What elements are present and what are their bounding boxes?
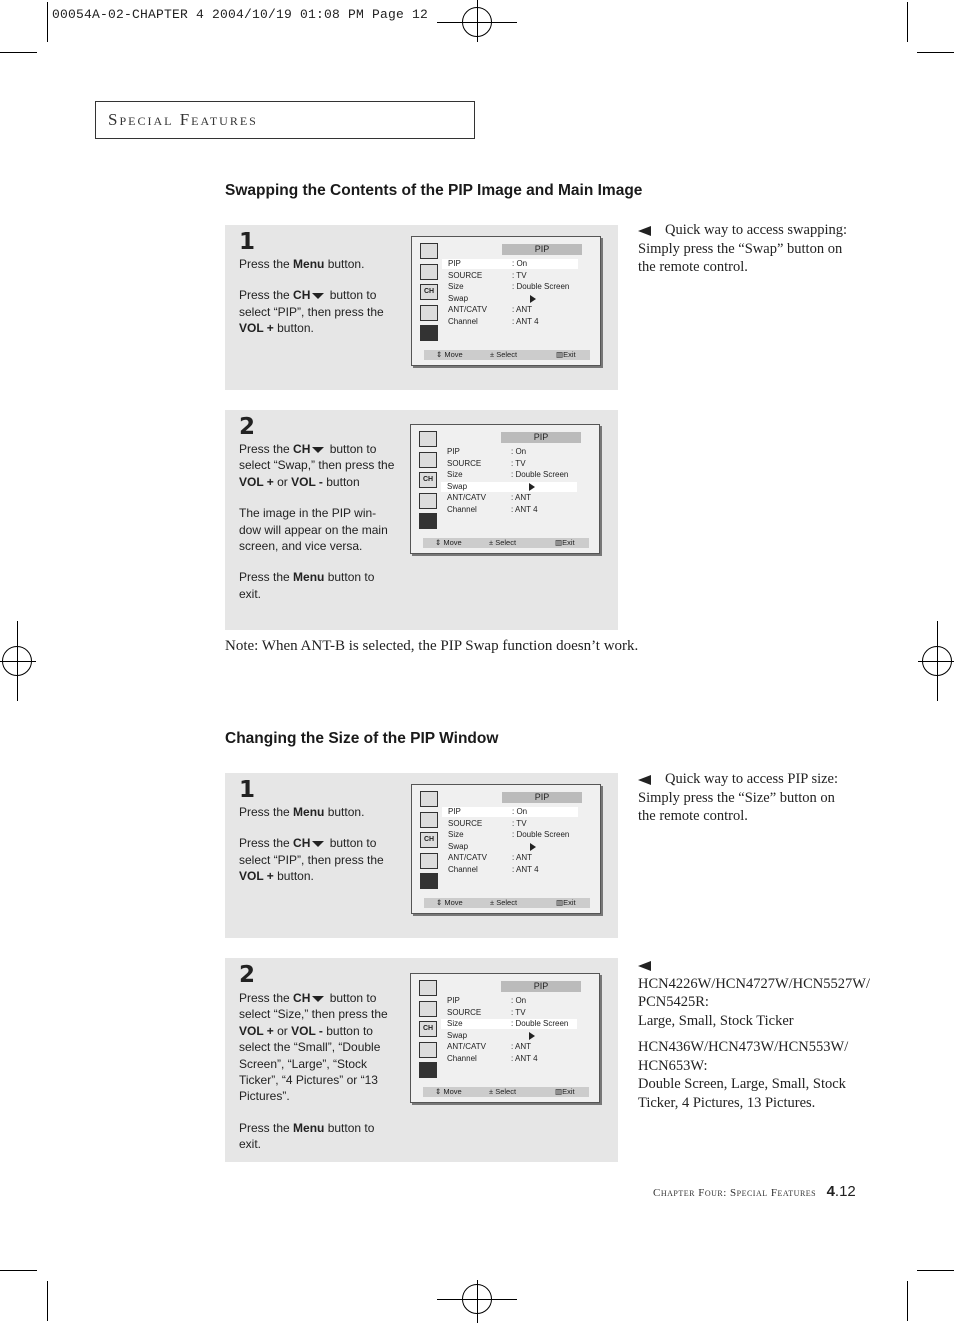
osd-row bbox=[442, 865, 578, 875]
note-ant-b: Note: When ANT-B is selected, the PIP Swap function doesn’t work. bbox=[225, 638, 639, 654]
menu-icon-column bbox=[419, 980, 437, 1083]
osd-row-label: Size bbox=[447, 1019, 463, 1029]
osd-row-value: : ANT bbox=[511, 1042, 532, 1052]
osd-row bbox=[442, 830, 578, 840]
setup-icon bbox=[419, 1042, 437, 1058]
osd-row-value: : On bbox=[511, 996, 527, 1005]
exit-icon: ▥ bbox=[555, 1087, 563, 1096]
osd-row bbox=[441, 482, 577, 492]
step-paragraph: Press the Menu button. bbox=[239, 257, 365, 271]
osd-row-label: ANT/CATV bbox=[448, 305, 487, 315]
channel-icon: CH bbox=[420, 832, 438, 848]
section-title: Special Features bbox=[108, 110, 258, 129]
osd-row-value: : On bbox=[512, 259, 528, 268]
chapter-label: Chapter Four: Special Features bbox=[653, 1187, 817, 1199]
osd-row-value: : TV bbox=[511, 458, 526, 468]
crop-mark bbox=[47, 1281, 48, 1321]
step-card bbox=[225, 958, 618, 1162]
move-icon: ⇕ bbox=[435, 1087, 444, 1096]
osd-title: PIP bbox=[502, 244, 582, 255]
channel-icon: CH bbox=[419, 1021, 437, 1037]
osd-footer bbox=[424, 350, 590, 360]
osd-row bbox=[441, 1008, 577, 1018]
sound-icon bbox=[420, 264, 438, 280]
pip-icon bbox=[419, 1062, 437, 1078]
osd-screen bbox=[410, 973, 600, 1103]
step-paragraph: Press the Menu button to exit. bbox=[239, 570, 375, 601]
arrow-right-icon bbox=[529, 1032, 535, 1040]
step-paragraph: Press the CH button to select “Swap,” then press the VOL + or VOL - button bbox=[239, 442, 395, 489]
osd-row bbox=[442, 819, 578, 829]
select-icon: ± bbox=[489, 538, 496, 547]
osd-row bbox=[442, 259, 578, 269]
arrow-right-icon bbox=[529, 483, 535, 491]
move-icon: ⇕ bbox=[436, 898, 445, 907]
step-paragraph: Press the CH button to select “PIP”, then press the VOL + button. bbox=[239, 836, 384, 884]
arrow-left-icon bbox=[638, 775, 651, 785]
osd-row-value: : ANT bbox=[512, 305, 533, 315]
osd-row-label: PIP bbox=[448, 807, 461, 816]
osd-row bbox=[441, 996, 577, 1006]
setup-icon bbox=[420, 853, 438, 869]
sound-icon bbox=[419, 452, 437, 468]
osd-footer-exit: ▥Exit bbox=[555, 538, 575, 547]
osd-row-label: PIP bbox=[448, 259, 461, 268]
step-text bbox=[239, 256, 395, 352]
step-number: 1 bbox=[239, 777, 256, 803]
step-text bbox=[239, 441, 395, 617]
osd-footer-exit: ▥Exit bbox=[556, 350, 576, 359]
osd-title: PIP bbox=[501, 981, 581, 992]
select-icon: ± bbox=[490, 898, 497, 907]
osd-row-label: Swap bbox=[448, 293, 469, 303]
step-card bbox=[225, 773, 618, 938]
step-text bbox=[239, 990, 395, 1168]
osd-row bbox=[441, 447, 577, 457]
osd-footer bbox=[423, 538, 589, 548]
osd-row-value: : On bbox=[512, 807, 528, 816]
crop-mark bbox=[907, 2, 908, 42]
osd-row-label: ANT/CATV bbox=[448, 853, 487, 863]
osd-row-value: : ANT 4 bbox=[512, 865, 539, 874]
osd-row bbox=[442, 842, 578, 852]
osd-row-value: : Double Screen bbox=[511, 1019, 569, 1029]
sound-icon bbox=[419, 1001, 437, 1017]
osd-row-label: PIP bbox=[447, 447, 460, 456]
page-number: 4.12 bbox=[826, 1183, 856, 1200]
osd-row-label: PIP bbox=[447, 996, 460, 1005]
step-paragraph: Press the CH button to select “PIP”, then press the VOL + button. bbox=[239, 288, 384, 336]
arrow-right-icon bbox=[530, 843, 536, 851]
step-paragraph: Press the Menu button to exit. bbox=[239, 1120, 375, 1152]
crop-mark bbox=[917, 1270, 954, 1271]
osd-row-label: Channel bbox=[448, 317, 478, 326]
step-card bbox=[225, 410, 618, 630]
osd-footer-exit: ▥Exit bbox=[555, 1087, 575, 1096]
osd-row-label: Size bbox=[448, 830, 464, 840]
osd-row bbox=[441, 470, 577, 480]
arrow-left-icon bbox=[638, 961, 651, 971]
osd-row-label: Channel bbox=[447, 1054, 477, 1063]
osd-row bbox=[441, 1054, 577, 1064]
osd-row-value: : TV bbox=[512, 270, 527, 280]
osd-row-value: : TV bbox=[511, 1007, 526, 1017]
tip-swap: Quick way to access swapping: Simply press the “Swap” button on the remote control. bbox=[638, 222, 848, 275]
move-icon: ⇕ bbox=[436, 350, 445, 359]
menu-icon-column bbox=[419, 431, 437, 534]
osd-row-label: Channel bbox=[448, 865, 478, 874]
osd-footer-move: ⇕ Move bbox=[436, 350, 463, 359]
move-icon: ⇕ bbox=[435, 538, 444, 547]
crop-mark bbox=[907, 1281, 908, 1321]
channel-icon: CH bbox=[419, 472, 437, 488]
sound-icon bbox=[420, 812, 438, 828]
crop-mark bbox=[47, 2, 48, 42]
osd-row bbox=[442, 294, 578, 304]
osd-footer-move: ⇕ Move bbox=[435, 538, 462, 547]
osd-row-value: : Double Screen bbox=[512, 830, 570, 840]
tip-size: Quick way to access PIP size: Simply press the “Size” button on the remote control. bbox=[638, 771, 839, 824]
osd-row bbox=[441, 1042, 577, 1052]
arrow-left-icon bbox=[638, 226, 651, 236]
menu-icon-column bbox=[420, 243, 438, 346]
osd-footer-select: ± Select bbox=[489, 538, 517, 547]
osd-row bbox=[442, 317, 578, 327]
page-footer bbox=[653, 1183, 856, 1201]
select-icon: ± bbox=[489, 1087, 496, 1096]
setup-icon bbox=[420, 305, 438, 321]
exit-icon: ▥ bbox=[555, 538, 563, 547]
osd-row bbox=[441, 493, 577, 503]
tv-icon bbox=[420, 791, 438, 807]
osd-row-value: : ANT 4 bbox=[511, 1054, 538, 1063]
heading-swap: Swapping the Contents of the PIP Image and Main Image bbox=[225, 182, 643, 199]
tv-icon bbox=[420, 243, 438, 259]
osd-row-label: Swap bbox=[447, 1030, 468, 1040]
step-paragraph: Press the CH button to select “Size,” then press the VOL + or VOL - button to select the “Small”, “Double Screen”, “Large”, “Stock Ticker”, “4 Pictures” or “13 Pictures”. bbox=[239, 991, 388, 1104]
osd-row bbox=[441, 1019, 577, 1029]
osd-row-value: : ANT 4 bbox=[512, 317, 539, 326]
step-paragraph: The image in the PIP win-dow will appear on the main screen, and vice versa. bbox=[239, 506, 388, 554]
osd-row-value: : Double Screen bbox=[511, 470, 569, 480]
osd-row-label: SOURCE bbox=[448, 818, 483, 828]
osd-row-label: Swap bbox=[447, 481, 468, 491]
exit-icon: ▥ bbox=[556, 898, 564, 907]
osd-footer-select: ± Select bbox=[490, 898, 518, 907]
tv-icon bbox=[419, 980, 437, 996]
osd-row-value: : On bbox=[511, 447, 527, 456]
arrow-right-icon bbox=[530, 295, 536, 303]
osd-row bbox=[442, 807, 578, 817]
osd-row bbox=[441, 505, 577, 515]
channel-icon: CH bbox=[420, 284, 438, 300]
osd-footer-exit: ▥Exit bbox=[556, 898, 576, 907]
crop-mark bbox=[917, 52, 954, 53]
heading-size: Changing the Size of the PIP Window bbox=[225, 730, 499, 747]
osd-row-label: SOURCE bbox=[447, 458, 482, 468]
chevron-down-icon bbox=[312, 293, 324, 299]
osd-row-value: : TV bbox=[512, 818, 527, 828]
crop-mark bbox=[0, 52, 37, 53]
osd-row-value: : ANT 4 bbox=[511, 505, 538, 514]
osd-row-label: Size bbox=[448, 282, 464, 292]
osd-row-label: Swap bbox=[448, 841, 469, 851]
setup-icon bbox=[419, 493, 437, 509]
osd-footer-select: ± Select bbox=[489, 1087, 517, 1096]
pip-icon bbox=[420, 325, 438, 341]
osd-row-value: : Double Screen bbox=[512, 282, 570, 292]
crop-mark bbox=[0, 1270, 37, 1271]
pip-icon bbox=[420, 873, 438, 889]
step-number: 2 bbox=[239, 962, 256, 988]
chevron-down-icon bbox=[312, 841, 324, 847]
chevron-down-icon bbox=[312, 447, 324, 453]
model-list: HCN4226W/HCN4727W/HCN5527W/ PCN5425R: Large, Small, Stock Ticker HCN436W/HCN473W/HCN553W/ HCN653W: Double Screen, Large, Small, Stock Ticker, 4 Pictures, 13 Pictures. bbox=[638, 956, 870, 1112]
osd-footer bbox=[423, 1087, 589, 1097]
step-number: 2 bbox=[239, 414, 256, 440]
osd-screen bbox=[411, 784, 601, 914]
osd-row bbox=[442, 282, 578, 292]
print-header: 00054A-02-CHAPTER 4 2004/10/19 01:08 PM Page 12 bbox=[52, 7, 429, 22]
osd-row-label: Size bbox=[447, 470, 463, 480]
select-icon: ± bbox=[490, 350, 497, 359]
pip-icon bbox=[419, 513, 437, 529]
osd-row-label: ANT/CATV bbox=[447, 493, 486, 503]
menu-icon-column bbox=[420, 791, 438, 894]
osd-row bbox=[442, 271, 578, 281]
osd-row bbox=[441, 459, 577, 469]
osd-row-label: ANT/CATV bbox=[447, 1042, 486, 1052]
osd-screen bbox=[411, 236, 601, 366]
osd-row bbox=[441, 1031, 577, 1041]
chevron-down-icon bbox=[312, 996, 324, 1002]
osd-row-label: SOURCE bbox=[448, 270, 483, 280]
tv-icon bbox=[419, 431, 437, 447]
osd-row bbox=[442, 853, 578, 863]
exit-icon: ▥ bbox=[556, 350, 564, 359]
osd-row-value: : ANT bbox=[512, 853, 533, 863]
osd-row-value: : ANT bbox=[511, 493, 532, 503]
osd-footer-move: ⇕ Move bbox=[435, 1087, 462, 1096]
step-card bbox=[225, 225, 618, 390]
step-number: 1 bbox=[239, 229, 256, 255]
step-paragraph: Press the Menu button. bbox=[239, 805, 365, 819]
osd-row-label: SOURCE bbox=[447, 1007, 482, 1017]
osd-title: PIP bbox=[502, 792, 582, 803]
osd-screen bbox=[410, 424, 600, 554]
osd-footer-move: ⇕ Move bbox=[436, 898, 463, 907]
osd-row-label: Channel bbox=[447, 505, 477, 514]
osd-row bbox=[442, 305, 578, 315]
osd-footer-select: ± Select bbox=[490, 350, 518, 359]
osd-footer bbox=[424, 898, 590, 908]
step-text bbox=[239, 804, 395, 900]
osd-title: PIP bbox=[501, 432, 581, 443]
